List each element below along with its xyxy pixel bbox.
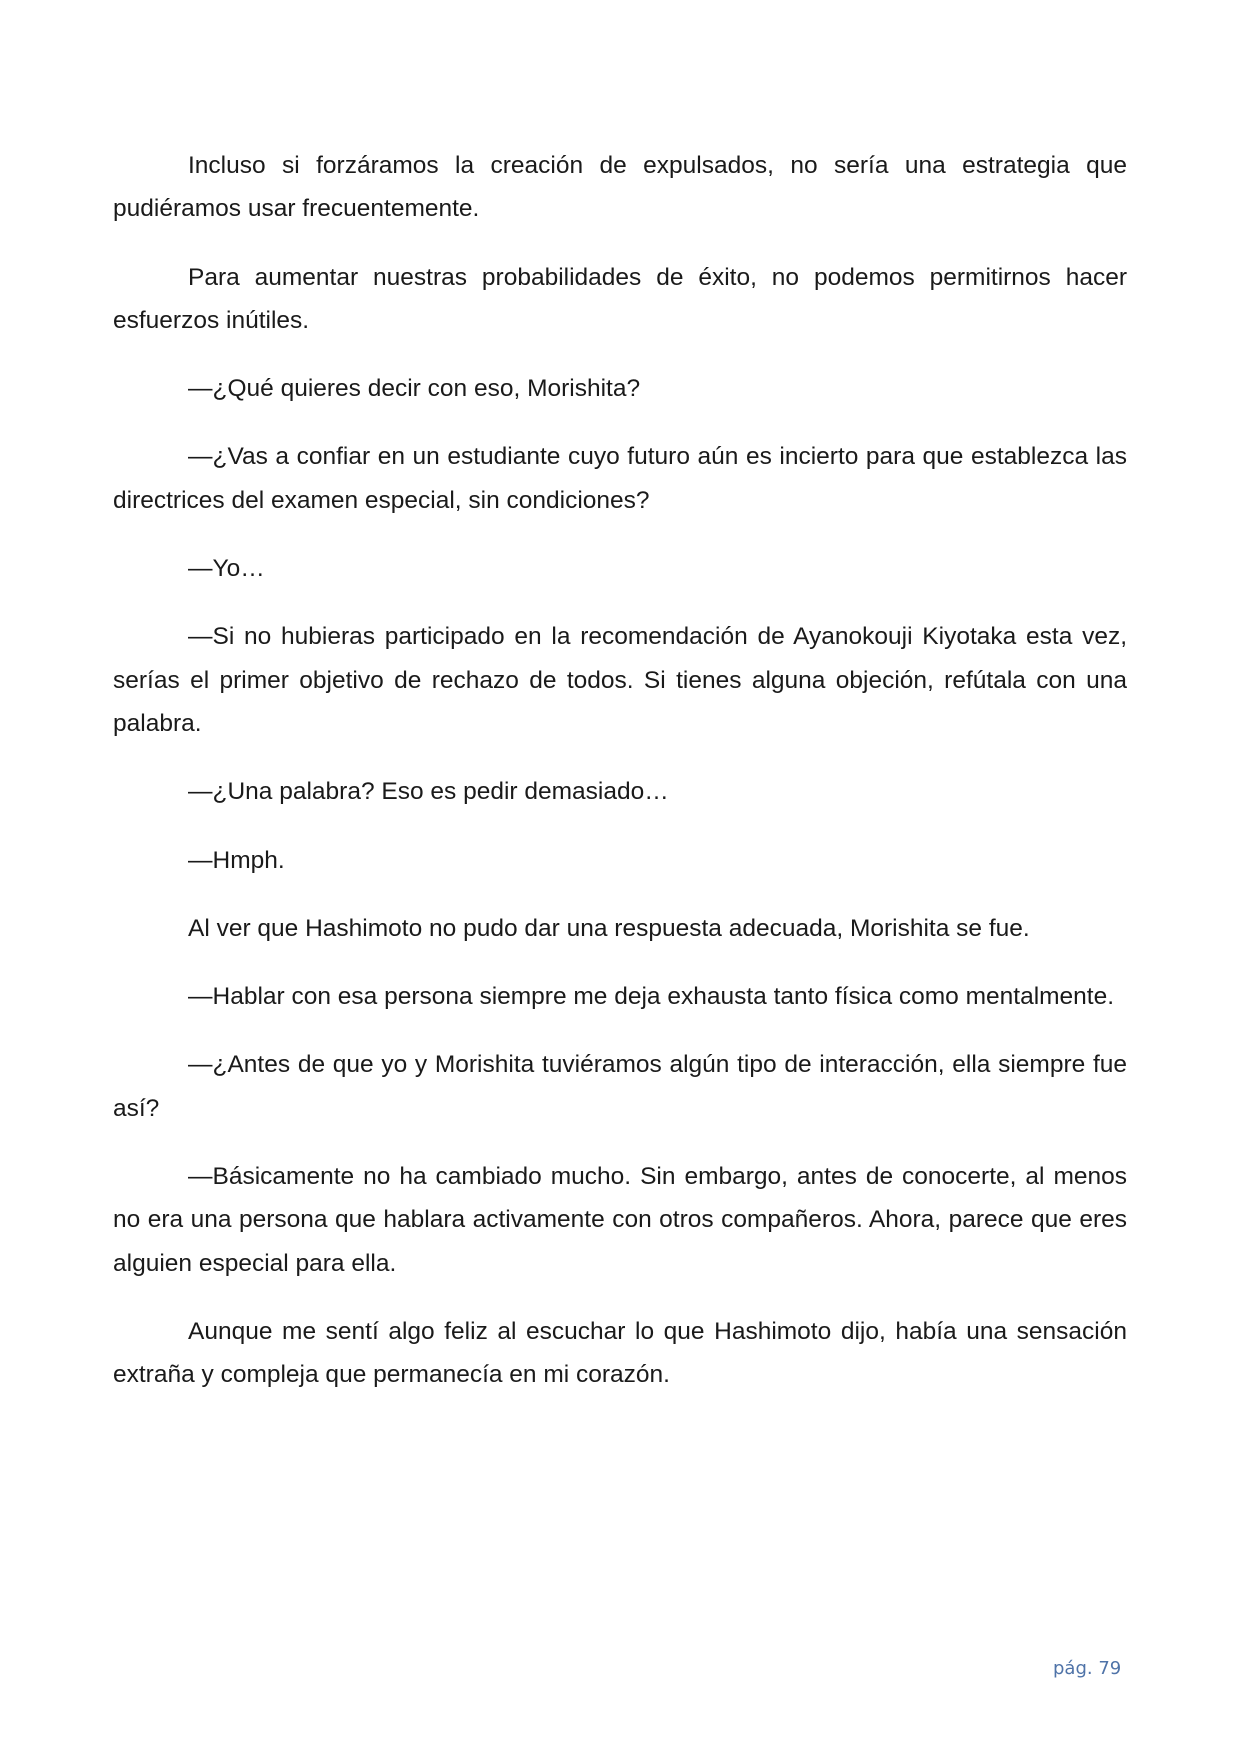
document-body [113, 144, 1127, 1422]
paragraph: —Hmph. [188, 846, 285, 874]
paragraph: —¿Antes de que yo y Morishita tuviéramos algún tipo de interacción, ella siempre fue así? [113, 1051, 1127, 1122]
paragraph: —Yo… [188, 555, 265, 583]
paragraph: —Si no hubieras participado en la recomendación de Ayanokouji Kiyotaka esta vez, serías el primer objetivo de rechazo de todos. Si tienes alguna objeción, refútala con una palabra. [113, 623, 1127, 737]
paragraph: —¿Qué quieres decir con eso, Morishita? [188, 375, 641, 403]
paragraph: —Hablar con esa persona siempre me deja exhausta tanto física como mentalmente. [188, 983, 1115, 1011]
page-number: pág. 79 [1053, 1658, 1122, 1679]
paragraph: —¿Vas a confiar en un estudiante cuyo futuro aún es incierto para que establezca las directrices del examen especial, sin condiciones? [113, 443, 1127, 514]
paragraph: Para aumentar nuestras probabilidades de éxito, no podemos permitirnos hacer esfuerzos inútiles. [113, 263, 1127, 334]
paragraph: —Básicamente no ha cambiado mucho. Sin embargo, antes de conocerte, al menos no era una persona que hablara activamente con otros compañeros. Ahora, parece que eres alguien especial para ella. [113, 1163, 1127, 1277]
paragraph: —¿Una palabra? Eso es pedir demasiado… [188, 778, 669, 806]
paragraph: Incluso si forzáramos la creación de expulsados, no sería una estrategia que pudiéramos usar frecuentemente. [113, 152, 1127, 223]
paragraph: Al ver que Hashimoto no pudo dar una respuesta adecuada, Morishita se fue. [188, 914, 1030, 942]
paragraph: Aunque me sentí algo feliz al escuchar lo que Hashimoto dijo, había una sensación extraña y compleja que permanecía en mi corazón. [113, 1317, 1127, 1389]
